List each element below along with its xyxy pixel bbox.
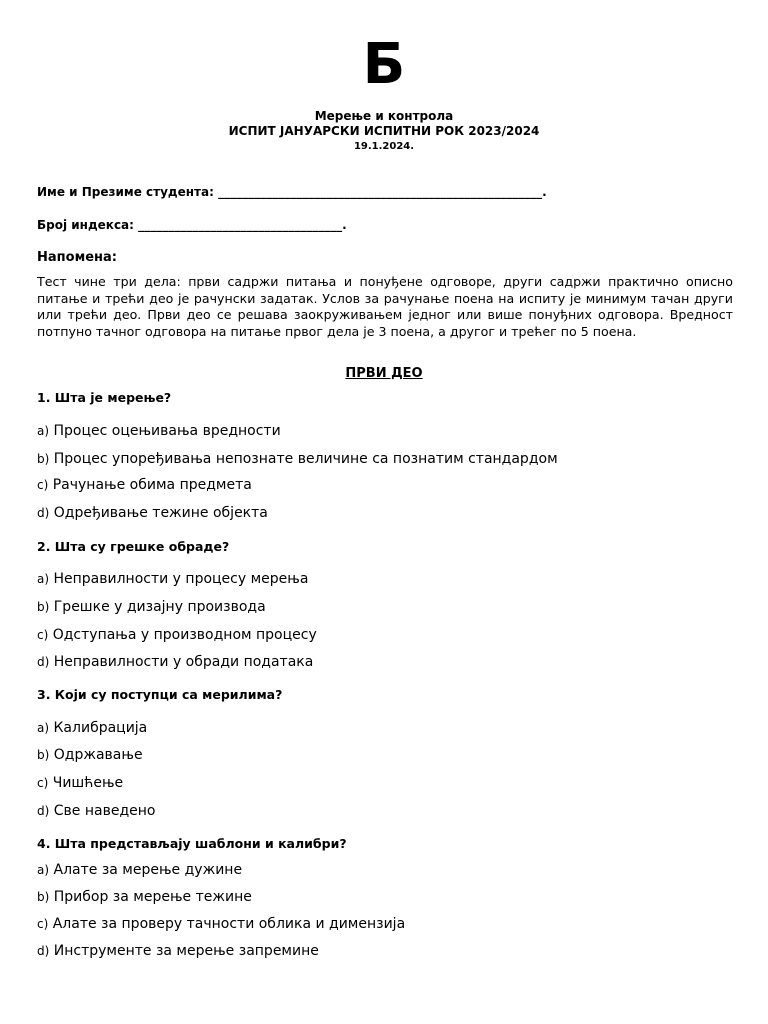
question-2: 2. Шта су грешке обраде?: [37, 539, 230, 554]
exam-title: ИСПИТ ЈАНУАРСКИ ИСПИТНИ РОК 2023/2024: [228, 124, 540, 138]
course-title: Мерење и контрола: [314, 109, 454, 123]
question-1-option-c: [37, 476, 252, 494]
option-text: Инструменте за мерење запремине: [49, 943, 319, 959]
option-text: Процес оцењивања вредности: [49, 423, 281, 439]
question-2-option-b: [37, 598, 266, 616]
option-letter: a): [37, 863, 50, 877]
option-letter: b): [37, 600, 50, 614]
question-1: 1. Шта је мерење?: [37, 390, 172, 405]
note-title: Напомена:: [37, 250, 117, 265]
question-3-option-c: [37, 774, 123, 792]
question-4-option-d: [37, 942, 319, 960]
question-2-option-c: [37, 626, 317, 644]
option-text: Чишћење: [48, 775, 124, 791]
option-letter: d): [37, 506, 50, 520]
option-letter: b): [37, 452, 50, 466]
option-text: Прибор за мерење тежине: [49, 889, 252, 905]
option-letter: a): [37, 721, 50, 735]
option-text: Одступања у производном процесу: [48, 627, 317, 643]
question-3: 3. Који су поступци са мерилима?: [37, 687, 283, 702]
option-text: Рачунање обима предмета: [48, 477, 252, 493]
question-3-option-a: [37, 719, 147, 737]
option-text: Неправилности у обради података: [49, 654, 314, 670]
question-2-option-d: [37, 653, 313, 671]
option-text: Одређивање тежине објекта: [49, 505, 268, 521]
option-letter: c): [37, 917, 49, 931]
option-text: Грешке у дизајну производа: [49, 599, 266, 615]
question-3-option-d: [37, 802, 155, 820]
option-letter: c): [37, 776, 49, 790]
question-4-option-c: [37, 915, 405, 933]
option-letter: d): [37, 655, 50, 669]
question-1-option-a: [37, 422, 281, 440]
option-letter: c): [37, 478, 49, 492]
question-1-option-b: [37, 450, 558, 468]
exam-date: 19.1.2024.: [353, 141, 415, 152]
question-4-option-a: [37, 861, 242, 879]
option-text: Неправилности у процесу мерења: [49, 571, 309, 587]
question-2-option-a: [37, 570, 308, 588]
option-text: Алате за проверу тачности облика и димензија: [48, 916, 406, 932]
student-name-field: Име и Презиме студента: ______________________________________________________.: [37, 185, 547, 199]
option-letter: d): [37, 804, 50, 818]
option-text: Процес упоређивања непознате величине са познатим стандардом: [49, 451, 558, 467]
option-letter: b): [37, 748, 50, 762]
option-text: Алате за мерење дужине: [49, 862, 243, 878]
note-text: Тест чине три дела: први садржи питања и понуђене одговоре, други садржи практично описно питање и трећи део је рачунски задатак. Услов за рачунање поена на испиту је минимум тачан други или трећи део. Први део се решава заокруживањем једног или више понуђних одговора. Вредност потпуно тачног одговора на питање првог дела је 3 поена, а другог и трећег по 5 поена.: [37, 274, 733, 339]
section-title: ПРВИ ДЕО: [345, 366, 423, 381]
question-4: 4. Шта представљају шаблони и калибри?: [37, 836, 347, 851]
option-text: Калибрација: [49, 720, 148, 736]
option-letter: a): [37, 424, 50, 438]
question-4-option-b: [37, 888, 252, 906]
option-text: Све наведено: [49, 803, 156, 819]
option-text: Одржавање: [49, 747, 143, 763]
option-letter: d): [37, 944, 50, 958]
option-letter: b): [37, 890, 50, 904]
question-3-option-b: [37, 746, 143, 764]
student-index-field: Број индекса: __________________________________.: [37, 218, 347, 232]
exam-variant-letter: Б: [362, 32, 406, 97]
question-1-option-d: [37, 504, 268, 522]
option-letter: a): [37, 572, 50, 586]
option-letter: c): [37, 628, 49, 642]
